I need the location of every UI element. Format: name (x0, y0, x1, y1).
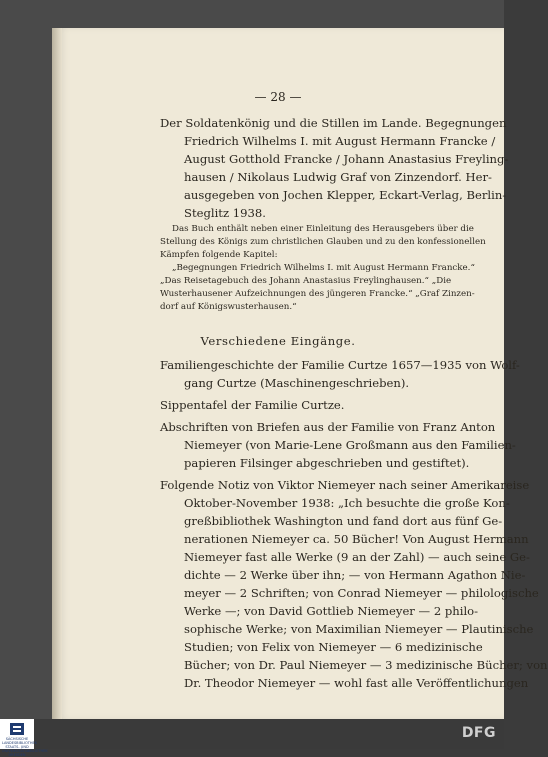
entry-5-line-12: Dr. Theodor Niemeyer — wohl fast alle Veröffentlichungen (184, 676, 529, 690)
entry-2-line-2: gang Curtze (Maschinengeschrieben). (184, 376, 410, 390)
entry-5-line-1: Folgende Notiz von Viktor Niemeyer nach seiner Amerikareise (160, 478, 530, 492)
entry-5-line-4: nerationen Niemeyer ca. 50 Bücher! Von August Hermann (184, 532, 529, 546)
dfg-logo[interactable]: DFG (461, 725, 496, 741)
entry-5-line-8: Werke —; von David Gottlieb Niemeyer — 2 philo- (184, 604, 479, 618)
entry-1-line-6: Steglitz 1938. (184, 206, 266, 220)
entry-2-line-1: Familiengeschichte der Familie Curtze 1657—1935 von Wolf- (160, 358, 520, 372)
entry-5-line-6: dichte — 2 Werke über ihn; — von Hermann Agathon Nie- (184, 568, 526, 582)
entry-4-line-3: papieren Filsinger abgeschrieben und gestiftet). (184, 456, 470, 470)
library-logo-text: SÄCHSISCHE LANDESBIBLIOTHEK STAATS- UND UNIVERSITÄTSBIBLIOTHEK DRESDEN (2, 737, 48, 757)
entry-1-note-line-6: Wusterhausener Aufzeichnungen des jüngeren Francke.“ „Graf Zinzen- (160, 289, 475, 299)
entry-5-line-10: Studien; von Felix von Niemeyer — 6 medizinische (184, 640, 483, 654)
entry-1-note-line-7: dorf auf Königswusterhausen.“ (160, 302, 297, 312)
book-page (52, 28, 548, 719)
page-gutter-shadow (52, 28, 62, 719)
entry-1-line-1: Der Soldatenkönig und die Stillen im Lande. Begegnungen (160, 116, 507, 130)
entry-1-note-line-4: „Begegnungen Friedrich Wilhelms I. mit August Hermann Francke.“ (172, 263, 475, 273)
entry-5-line-9: sophische Werke; von Maximilian Niemeyer — Plautinische (184, 622, 534, 636)
section-heading: Verschiedene Eingänge. (200, 334, 356, 348)
library-logo[interactable] (0, 719, 48, 757)
entry-4-line-1: Abschriften von Briefen aus der Familie von Franz Anton (160, 420, 496, 434)
entry-5-line-2: Oktober-November 1938: „Ich besuchte die große Kon- (184, 496, 510, 510)
entry-5-line-3: greßbibliothek Washington und fand dort aus fünf Ge- (184, 514, 503, 528)
entry-3-line-1: Sippentafel der Familie Curtze. (160, 398, 345, 412)
entry-5-line-5: Niemeyer fast alle Werke (9 an der Zahl) — auch seine Ge- (184, 550, 530, 564)
entry-4-line-2: Niemeyer (von Marie-Lene Großmann aus den Familien- (184, 438, 516, 452)
entry-1-line-4: hausen / Nikolaus Ludwig Graf von Zinzendorf. Her- (184, 170, 492, 184)
entry-5-line-11: Bücher; von Dr. Paul Niemeyer — 3 medizinische Bücher; von (184, 658, 548, 672)
entry-1-line-2: Friedrich Wilhelms I. mit August Hermann Francke / (184, 134, 496, 148)
entry-1-note-line-2: Stellung des Königs zum christlichen Glauben und zu den konfessionellen (160, 237, 486, 247)
entry-1-note-line-3: Kämpfen folgende Kapitel: (160, 250, 278, 260)
entry-1-line-5: ausgegeben von Jochen Klepper, Eckart-Verlag, Berlin- (184, 188, 507, 202)
entry-1-note-line-5: „Das Reisetagebuch des Johann Anastasius Freylinghausen.“ „Die (160, 276, 452, 286)
entry-1-line-3: August Gotthold Francke / Johann Anastasius Freyling- (184, 152, 509, 166)
entry-5-line-7: meyer — 2 Schriften; von Conrad Niemeyer — philologische (184, 586, 539, 600)
page-number: — 28 — (254, 90, 302, 104)
library-emblem-icon (10, 723, 24, 735)
entry-1-note-line-1: Das Buch enthält neben einer Einleitung des Herausgebers über die (172, 224, 474, 234)
viewer-footer (0, 719, 504, 757)
